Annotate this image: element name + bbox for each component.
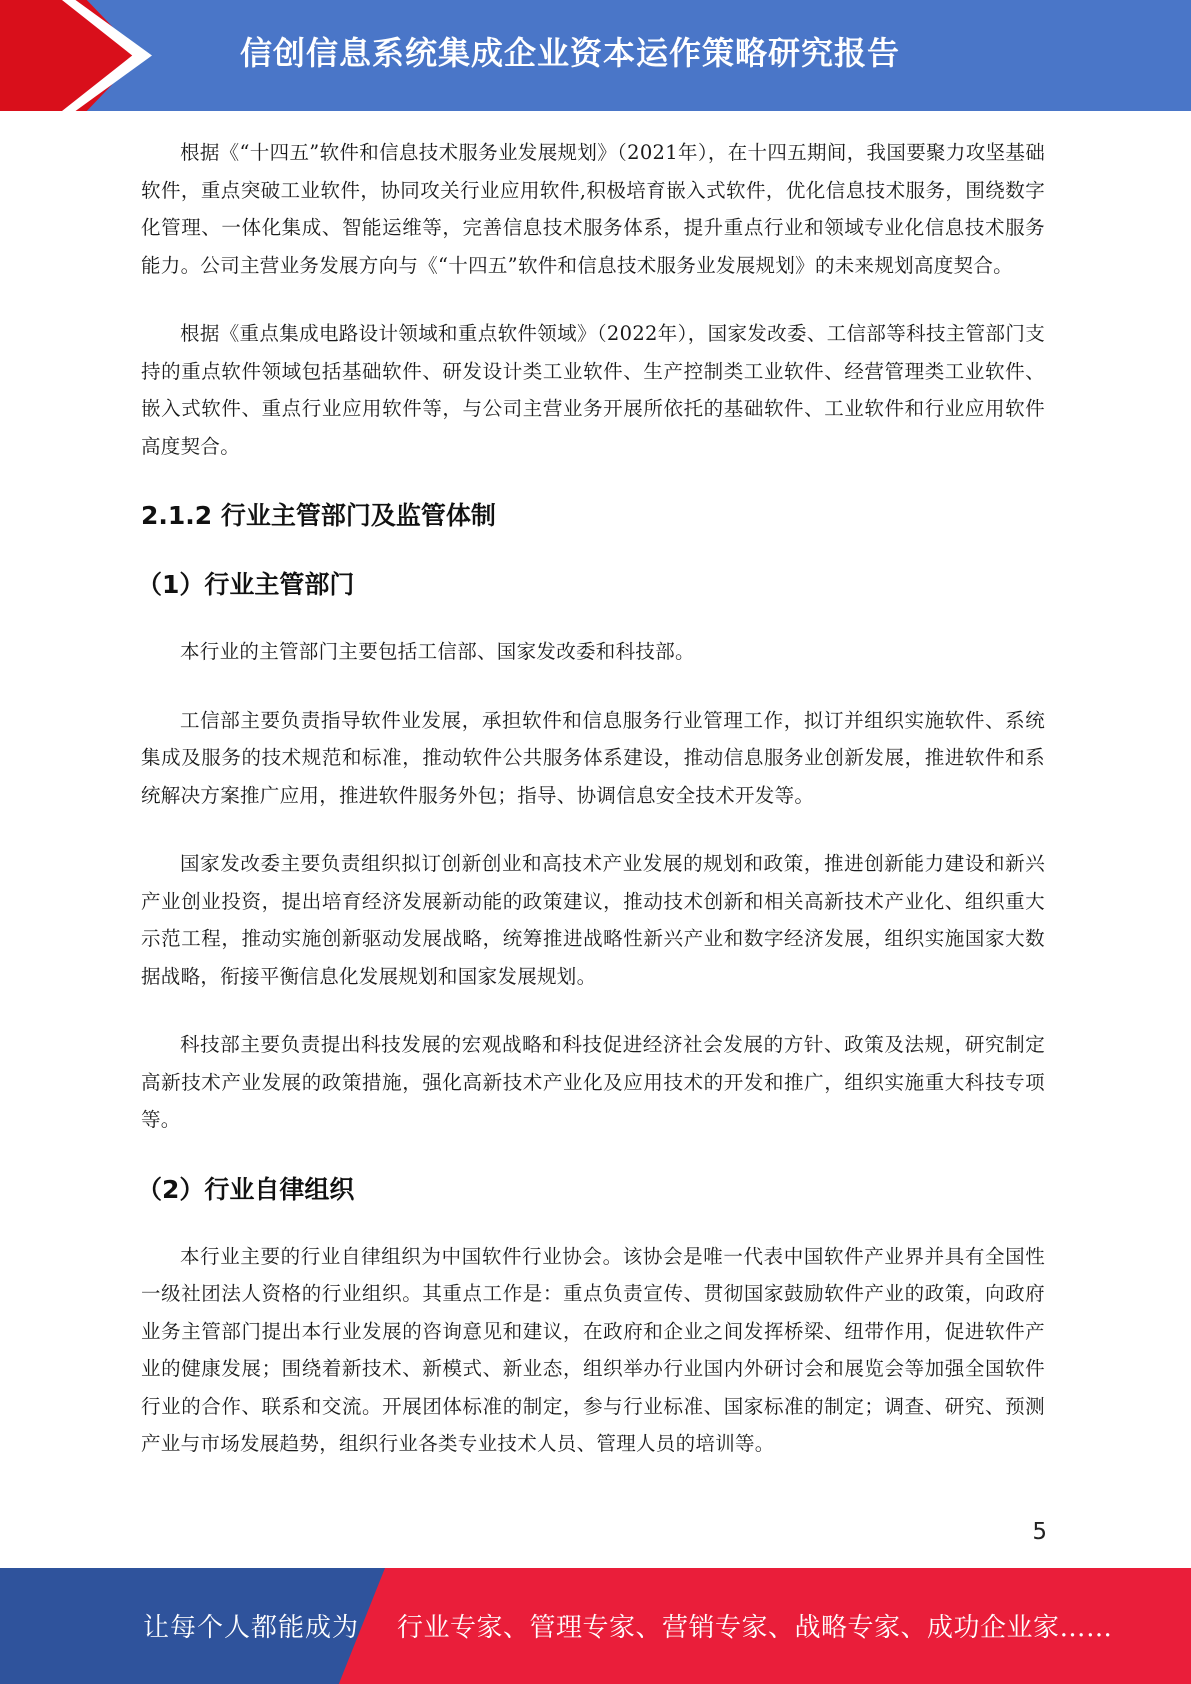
page-header	[0, 0, 1191, 111]
page-number: 5	[1032, 1519, 1047, 1545]
page-footer	[0, 1568, 1191, 1684]
paragraph-miit: 工信部主要负责指导软件业发展，承担软件和信息服务行业管理工作，拟订并组织实施软件、系统集成及服务的技术规范和标准，推动软件公共服务体系建设，推动信息服务业创新发展，推进软件和系统解决方案推广应用，推进软件服务外包；指导、协调信息安全技术开发等。	[141, 708, 1045, 807]
footer-slogan-right: 行业专家、管理专家、营销专家、战略专家、成功企业家……	[397, 1613, 1113, 1643]
section-heading: 2.1.2 行业主管部门及监管体制	[141, 501, 496, 530]
header-red-arrow	[0, 0, 140, 111]
paragraph-authorities-intro: 本行业的主管部门主要包括工信部、国家发改委和科技部。	[180, 640, 695, 663]
report-title: 信创信息系统集成企业资本运作策略研究报告	[240, 34, 901, 72]
footer-slogan-left: 让每个人都能成为	[143, 1613, 360, 1643]
paragraph-key-fields-2022: 根据《重点集成电路设计领域和重点软件领域》（2022年），国家发改委、工信部等科技主管部门支持的重点软件领域包括基础软件、研发设计类工业软件、生产控制类工业软件、经营管理类工业软件、嵌入式软件、重点行业应用软件等，与公司主营业务开展所依托的基础软件、工业软件和行业应用软件高度契合。	[141, 322, 1045, 458]
document-body	[137, 134, 1045, 1494]
paragraph-ndrc: 国家发改委主要负责组织拟订创新创业和高技术产业发展的规划和政策，推进创新能力建设和新兴产业创业投资，提出培育经济发展新动能的政策建议，推动技术创新和相关高新技术产业化、组织重大示范工程，推动实施创新驱动发展战略，统筹推进战略性新兴产业和数字经济发展，组织实施国家大数据战略，衔接平衡信息化发展规划和国家发展规划。	[141, 852, 1045, 988]
paragraph-plan-2021: 根据《“十四五”软件和信息技术服务业发展规划》（2021年），在十四五期间，我国要聚力攻坚基础软件，重点突破工业软件，协同攻关行业应用软件,积极培育嵌入式软件，优化信息技术服务，围绕数字化管理、一体化集成、智能运维等，完善信息技术服务体系，提升重点行业和领域专业化信息技术服务能力。公司主营业务发展方向与《“十四五”软件和信息技术服务业发展规划》的未来规划高度契合。	[141, 141, 1045, 277]
paragraph-most: 科技部主要负责提出科技发展的宏观战略和科技促进经济社会发展的方针、政策及法规，研究制定高新技术产业发展的政策措施，强化高新技术产业化及应用技术的开发和推广，组织实施重大科技专项等。	[141, 1033, 1045, 1131]
subsection-heading-authorities: （1）行业主管部门	[137, 570, 355, 599]
paragraph-csia: 本行业主要的行业自律组织为中国软件行业协会。该协会是唯一代表中国软件产业界并具有全国性一级社团法人资格的行业组织。其重点工作是：重点负责宣传、贯彻国家鼓励软件产业的政策，向政府业务主管部门提出本行业发展的咨询意见和建议，在政府和企业之间发挥桥梁、纽带作用，促进软件产业的健康发展；围绕着新技术、新模式、新业态，组织举办行业国内外研讨会和展览会等加强全国软件行业的合作、联系和交流。开展团体标准的制定，参与行业标准、国家标准的制定；调查、研究、预测产业与市场发展趋势，组织行业各类专业技术人员、管理人员的培训等。	[141, 1244, 1045, 1455]
subsection-heading-self-regulatory: （2）行业自律组织	[137, 1174, 355, 1204]
